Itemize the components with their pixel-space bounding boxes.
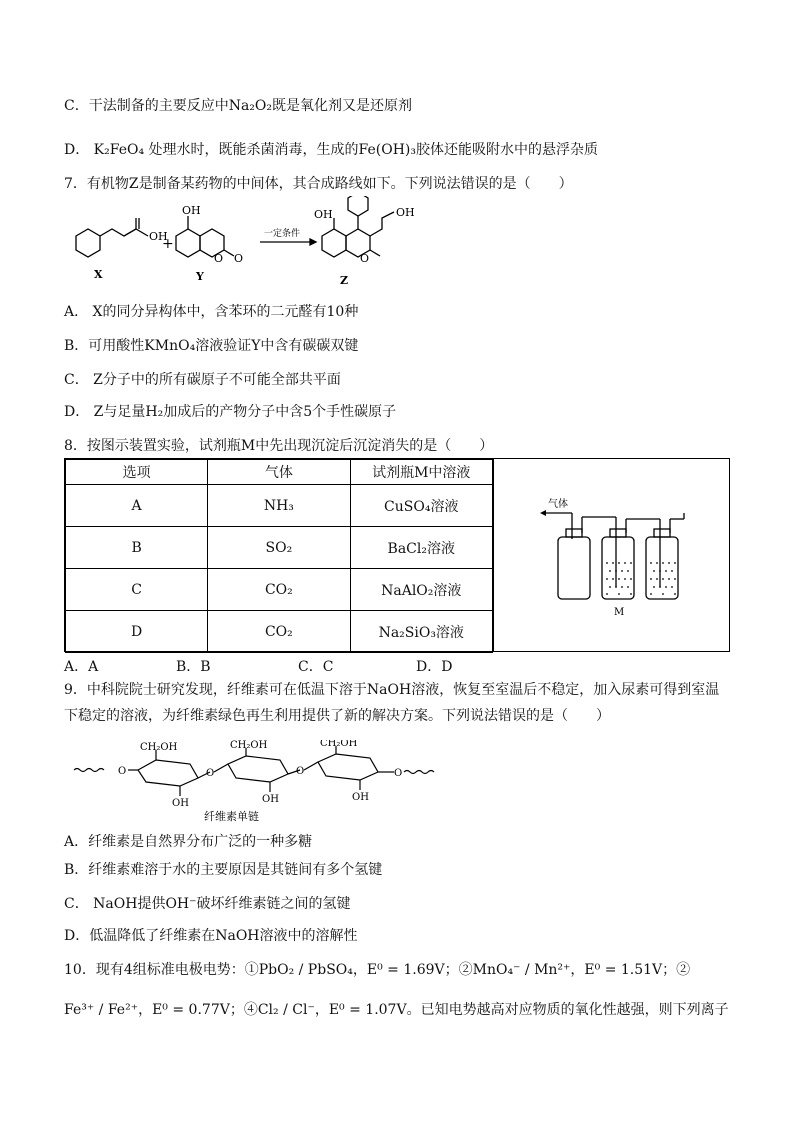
- cellulose-caption: 纤维素单链: [204, 810, 259, 823]
- cellulose-chain-diagram: [72, 740, 452, 824]
- apparatus-gas-label: 气体: [548, 499, 568, 510]
- y-oh-label: OH: [182, 204, 201, 217]
- q7-option-a: A． X的同分异构体中，含苯环的二元醛有10种: [64, 304, 359, 320]
- x-label: X: [94, 268, 103, 281]
- table-row: [66, 569, 493, 611]
- glucose-ring-2: [228, 756, 288, 782]
- chain-o-1: O: [206, 768, 215, 779]
- y-benzene-ring: [176, 229, 200, 257]
- apparatus-m-label: M: [614, 607, 625, 618]
- q10-line-1: 10．现有4组标准电极电势：①PbO₂ / PbSO₄，E⁰ = 1.69V；②MnO₄⁻ / Mn²⁺，E⁰ = 1.51V；②: [64, 962, 691, 978]
- q9-option-a: A．纤维素是自然界分布广泛的一种多糖: [64, 834, 313, 850]
- x-benzene-ring: [76, 229, 100, 257]
- z-benzene-ring: [322, 229, 346, 257]
- bottle-3: [646, 537, 678, 599]
- cell-gas: NH₃: [208, 485, 350, 527]
- bottle-1: [558, 537, 590, 599]
- liquid-m: [606, 562, 632, 595]
- z-oh-label: OH: [314, 208, 333, 221]
- q9-stem-line-1: 9．中科院院士研究发现，纤维素可在低温下溶于NaOH溶液，恢复至室温后不稳定，加入尿素可得到室温: [64, 682, 720, 698]
- cell-option: B: [66, 527, 208, 569]
- cell-gas: CO₂: [208, 611, 350, 653]
- y-label: Y: [196, 270, 204, 283]
- plus-sign: +: [162, 236, 174, 252]
- cell-option: A: [66, 485, 208, 527]
- ch2oh-label-1: CH₂OH: [140, 742, 178, 753]
- cell-option: C: [66, 569, 208, 611]
- glucose-ring-1: [138, 760, 198, 786]
- cell-solution: NaAlO₂溶液: [350, 569, 493, 611]
- header-option: 选项: [66, 460, 208, 485]
- q7-option-d: D． Z与足量H₂加成后的产物分子中含5个手性碳原子: [64, 404, 397, 420]
- x-oh-label: OH: [149, 230, 168, 243]
- ch2oh-label-3: CH₂OH: [320, 740, 358, 749]
- q7-option-b: B．可用酸性KMnO₄溶液验证Y中含有碳碳双键: [64, 338, 359, 354]
- q9-option-c: C． NaOH提供OH⁻破坏纤维素链之间的氢键: [64, 896, 351, 912]
- cell-solution: Na₂SiO₃溶液: [350, 611, 493, 653]
- inlet-arrow-icon: [540, 510, 546, 516]
- header-solution: 试剂瓶M中溶液: [350, 460, 493, 485]
- chain-o-2: O: [296, 766, 305, 777]
- y-o-label: O: [214, 252, 224, 265]
- z-label: Z: [340, 274, 349, 287]
- table-row: [66, 611, 493, 653]
- q7-stem: 7．有机物Z是制备某药物的中间体，其合成路线如下。下列说法错误的是（ ）: [64, 176, 573, 192]
- chain-wave-left: [74, 769, 104, 772]
- q8-choice-b: B．B: [176, 659, 211, 675]
- oh-label-2: OH: [262, 794, 279, 805]
- apparatus-cell: [493, 459, 730, 651]
- cell-solution: BaCl₂溶液: [350, 527, 493, 569]
- chain-wave-right: [404, 771, 434, 774]
- q8-table: [64, 458, 730, 652]
- header-gas: 气体: [208, 460, 350, 485]
- cell-gas: CO₂: [208, 569, 350, 611]
- glucose-ring-3: [318, 754, 378, 780]
- q8-choice-c: C．C: [298, 659, 334, 675]
- oh-label-3: OH: [352, 792, 369, 803]
- cell-option: D: [66, 611, 208, 653]
- cell-solution: CuSO₄溶液: [350, 485, 493, 527]
- q6-option-d: D． K₂FeO₄ 处理水时，既能杀菌消毒，生成的Fe(OH)₃胶体还能吸附水中的悬浮杂质: [64, 142, 598, 158]
- ch2oh-label-2: CH₂OH: [230, 740, 268, 751]
- q10-line-2: Fe³⁺ / Fe²⁺，E⁰ = 0.77V；④Cl₂ / Cl⁻，E⁰ = 1.07V。已知电势越高对应物质的氧化性越强，则下列离子: [64, 1002, 729, 1018]
- q6-option-c: C．干法制备的主要反应中Na₂O₂既是氧化剂又是还原剂: [64, 98, 413, 114]
- q9-option-b: B．纤维素难溶于水的主要原因是其链间有多个氢键: [64, 862, 383, 878]
- chain-o-right: O: [394, 768, 403, 779]
- oh-label-1: OH: [172, 798, 189, 809]
- liquid-3: [650, 562, 676, 595]
- cell-gas: SO₂: [208, 527, 350, 569]
- q9-option-d: D．低温降低了纤维素在NaOH溶液中的溶解性: [64, 928, 358, 944]
- chain-o-left: O: [118, 766, 127, 777]
- gas-bottles-diagram: [494, 459, 730, 651]
- y-carbonyl-o: O: [234, 252, 244, 265]
- arrow-condition: 一定条件: [264, 229, 301, 239]
- q7-option-c: C． Z分子中的所有碳原子不可能全部共平面: [64, 372, 341, 388]
- q8-stem: 8．按图示装置实验，试剂瓶M中先出现沉淀后沉淀消失的是（ ）: [64, 438, 494, 454]
- table-row: [66, 485, 493, 527]
- z-o-label: O: [360, 252, 370, 265]
- q7-synthesis-route: [64, 196, 424, 296]
- table-row: [66, 527, 493, 569]
- q9-stem-line-2: 下稳定的溶液，为纤维素绿色再生利用提供了新的解决方案。下列说法错误的是（ ）: [64, 708, 610, 724]
- bottle-m: [602, 537, 634, 599]
- table-header-row: [66, 460, 493, 485]
- q8-choice-a: A．A: [64, 659, 99, 675]
- q8-choice-d: D．D: [416, 659, 453, 675]
- z-cooh-label: OH: [396, 206, 415, 219]
